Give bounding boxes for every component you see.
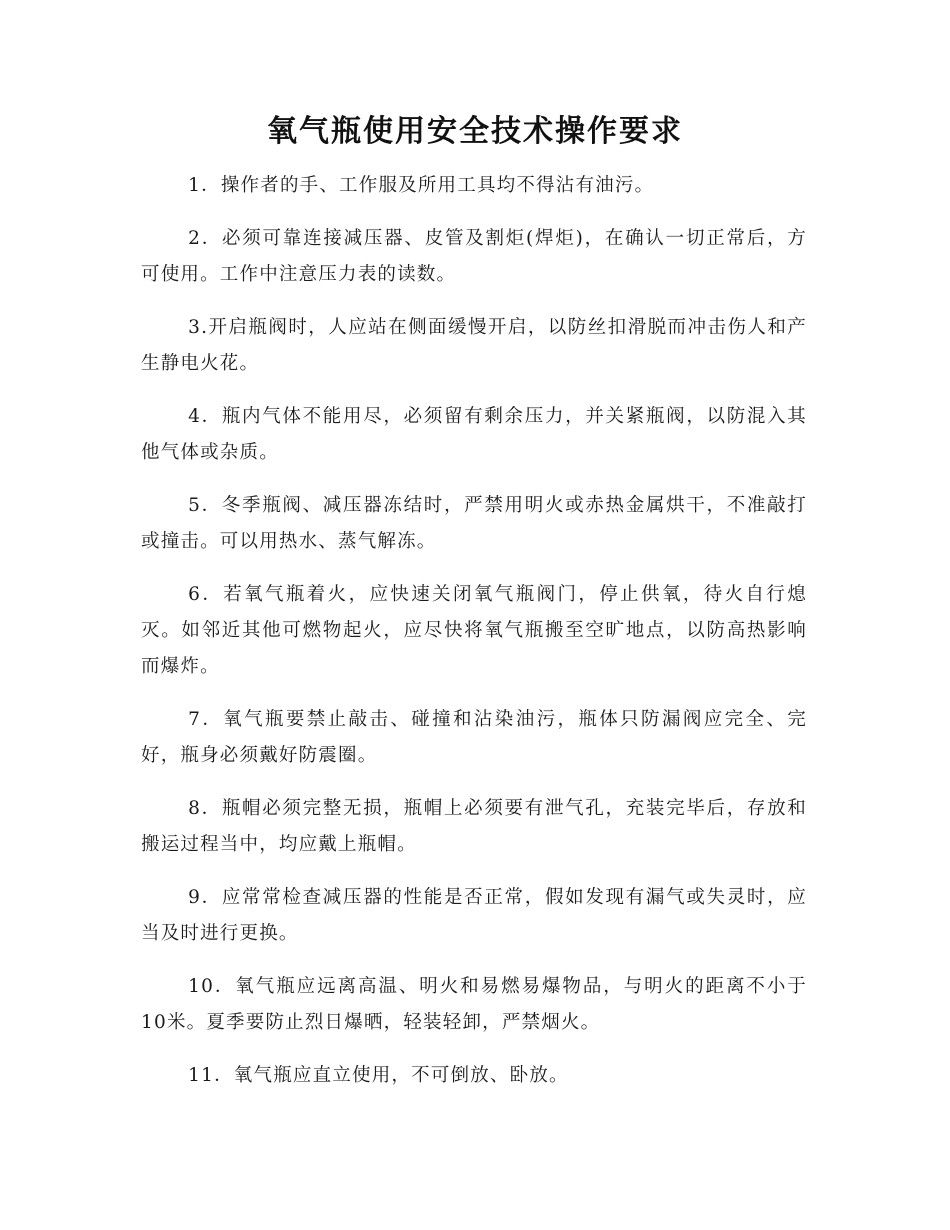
document-title: 氧气瓶使用安全技术操作要求 — [267, 114, 683, 149]
rule-item-3: 3.开启瓶阀时，人应站在侧面缓慢开启，以防丝扣滑脱而冲击伤人和产生静电火花。 — [141, 317, 807, 374]
rule-item-11: 11．氧气瓶应直立使用，不可倒放、卧放。 — [188, 1065, 569, 1086]
rule-item-8: 8．瓶帽必须完整无损，瓶帽上必须要有泄气孔，充装完毕后，存放和搬运过程当中，均应戴上瓶帽。 — [141, 798, 807, 855]
rule-item-5: 5．冬季瓶阀、减压器冻结时，严禁用明火或赤热金属烘干，不准敲打或撞击。可以用热水、蒸气解冻。 — [141, 495, 807, 552]
document-body — [141, 168, 807, 1111]
rule-item-1: 1．操作者的手、工作服及所用工具均不得沾有油污。 — [188, 175, 655, 196]
rule-item-6: 6．若氧气瓶着火，应快速关闭氧气瓶阀门，停止供氧，待火自行熄灭。如邻近其他可燃物起火，应尽快将氧气瓶搬至空旷地点，以防高热影响而爆炸。 — [141, 584, 807, 677]
rule-item-9: 9．应常常检查减压器的性能是否正常，假如发现有漏气或失灵时，应当及时进行更换。 — [141, 887, 807, 944]
rule-item-4: 4．瓶内气体不能用尽，必须留有剩余压力，并关紧瓶阀，以防混入其他气体或杂质。 — [141, 406, 807, 463]
rule-item-2: 2．必须可靠连接减压器、皮管及割炬(焊炬)，在确认一切正常后，方可使用。工作中注意压力表的读数。 — [141, 228, 807, 285]
rule-item-10: 10．氧气瓶应远离高温、明火和易燃易爆物品，与明火的距离不小于10米。夏季要防止烈日爆晒，轻装轻卸，严禁烟火。 — [141, 976, 807, 1033]
rule-item-7: 7．氧气瓶要禁止敲击、碰撞和沾染油污，瓶体只防漏阀应完全、完好，瓶身必须戴好防震圈。 — [141, 709, 807, 766]
